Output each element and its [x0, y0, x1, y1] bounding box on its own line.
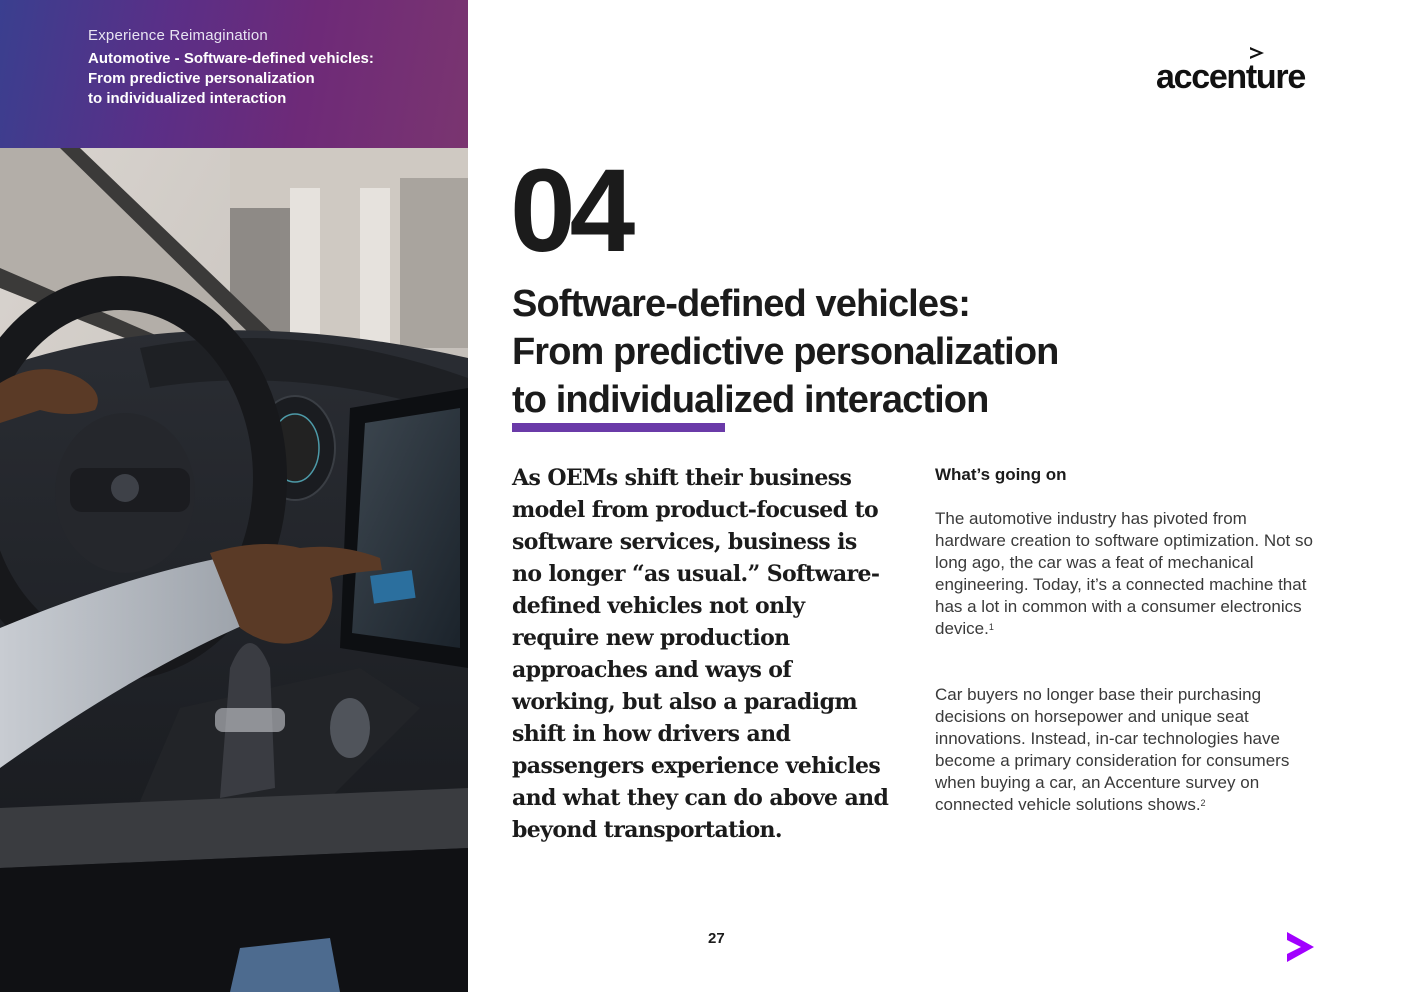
- report-title-line: From predictive personalization: [88, 70, 315, 87]
- section-title-line: Software-defined vehicles:: [512, 283, 971, 325]
- footnote-ref[interactable]: 2: [1200, 798, 1206, 808]
- section-title-line: to individualized interaction: [512, 379, 989, 421]
- car-interior-photo: [0, 148, 468, 992]
- accenture-logo: [1156, 46, 1316, 94]
- report-title-line: Automotive - Software-defined vehicles:: [88, 50, 374, 67]
- lead-paragraph: As OEMs shift their business model from product-focused to software services, business is no longer “as usual.” Software-defined vehicles not only require new production approaches and ways of working, but also a paradigm shift in how drivers and passengers experience vehicles and what they can do above and beyond transportation.: [512, 465, 889, 843]
- title-underline-rule: [512, 423, 725, 432]
- header-band: [0, 0, 468, 148]
- body-paragraph-text: Car buyers no longer base their purchasing decisions on horsepower and unique seat innovations. Instead, in-car technologies have become a primary consideration for consumers when buying a car, an Accenture survey on connected vehicle solutions shows.: [935, 685, 1290, 814]
- sidebar-heading: What’s going on: [935, 465, 1067, 484]
- report-title: [88, 49, 448, 109]
- section-title: [512, 280, 1212, 424]
- next-arrow-icon[interactable]: [1284, 930, 1316, 964]
- section-title-line: From predictive personalization: [512, 331, 1059, 373]
- logo-wordmark: accenture: [1156, 58, 1305, 96]
- body-paragraph-text: The automotive industry has pivoted from hardware creation to software optimization. Not so long ago, the car was a feat of mechanical engineering. Today, it’s a connected machine that has a lot in common with a consumer electronics device.: [935, 509, 1313, 638]
- section-number: 04: [510, 145, 630, 277]
- left-column: [0, 0, 468, 992]
- body-paragraph: [935, 684, 1315, 816]
- body-paragraph: [935, 508, 1315, 640]
- footnote-ref[interactable]: 1: [988, 622, 994, 632]
- series-kicker: Experience Reimagination: [88, 27, 268, 44]
- car-interior-illustration: [0, 148, 468, 992]
- page-number: 27: [708, 930, 725, 947]
- report-title-line: to individualized interaction: [88, 90, 287, 107]
